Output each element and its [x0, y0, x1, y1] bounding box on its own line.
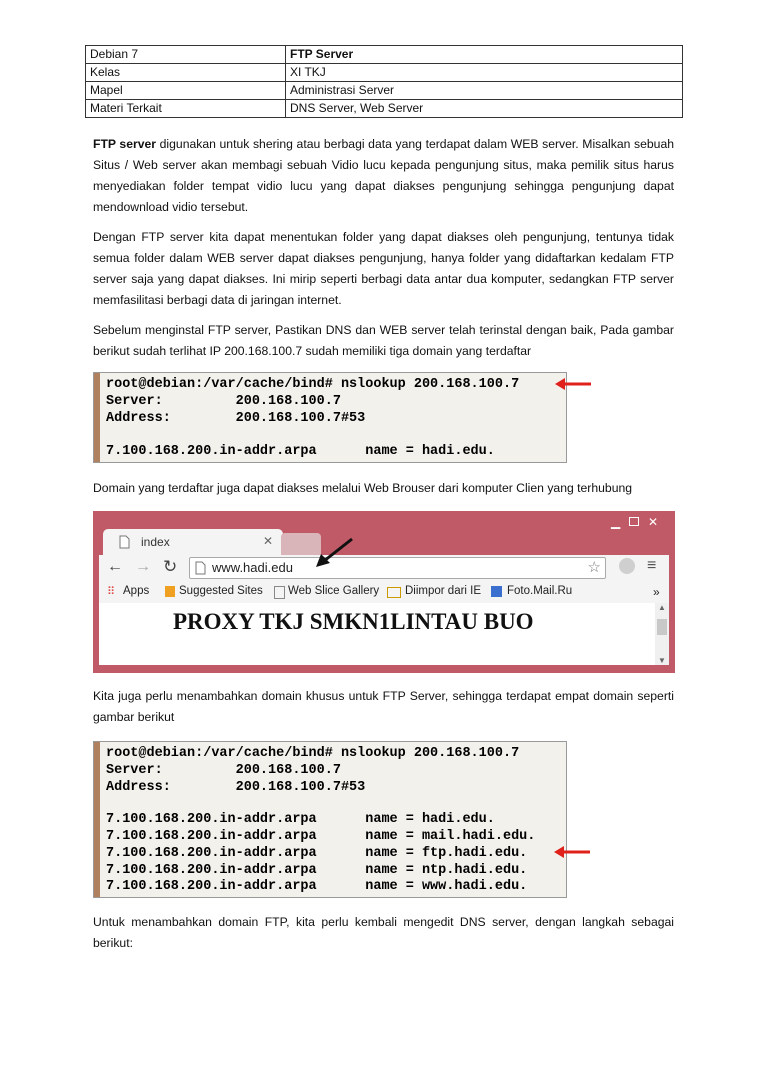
table-cell-value: Administrasi Server	[286, 82, 683, 100]
browser-tab[interactable]	[103, 529, 283, 555]
browser-page-content	[99, 603, 669, 665]
table-row	[86, 64, 683, 82]
terminal-line: 7.100.168.200.in-addr.arpa name = hadi.edu.	[106, 444, 495, 459]
terminal-line: 7.100.168.200.in-addr.arpa name = ftp.hadi.edu.	[106, 846, 528, 861]
close-window-icon[interactable]: ✕	[648, 515, 659, 529]
page-icon	[195, 561, 206, 575]
mail-icon	[491, 586, 502, 597]
table-cell-value: DNS Server, Web Server	[286, 100, 683, 118]
table-cell-label: Mapel	[86, 82, 286, 100]
browser-screenshot	[93, 511, 675, 673]
table-row	[86, 46, 683, 64]
table-cell-label: Debian 7	[86, 46, 286, 64]
back-icon[interactable]: ←	[107, 558, 123, 575]
table-cell-label: Materi Terkait	[86, 100, 286, 118]
terminal-line: root@debian:/var/cache/bind# nslookup 200.168.100.7	[106, 377, 520, 392]
star-icon[interactable]: ☆	[587, 559, 601, 576]
terminal-line: root@debian:/var/cache/bind# nslookup 200.168.100.7	[106, 746, 520, 761]
maximize-icon[interactable]	[629, 517, 639, 526]
table-cell-value: FTP Server	[286, 46, 683, 64]
terminal-line: Address: 200.168.100.7#53	[106, 411, 366, 426]
paragraph-browser-access: Domain yang terdaftar juga dapat diakses melalui Web Brouser dari komputer Clien yang terhubung	[93, 481, 633, 495]
address-bar[interactable]	[189, 557, 606, 579]
folder-icon	[387, 587, 401, 598]
terminal-border-bar	[94, 373, 100, 462]
paragraph-text: digunakan untuk shering atau berbagi data yang terdapat dalam WEB server. Misalkan sebuah Situs / Web server akan membagi sebuah Vidio lucu kepada pengunjung situs, maka pemilik situs harus menyediakan folder tempat vidio lucu yang dapat diakses pengunjung sehingga pengunjung dapat mendownload vidio tersebut.	[93, 137, 674, 214]
paragraph-add-domain: Kita juga perlu menambahkan domain khusus untuk FTP Server, sehingga terdapat empat domain seperti gambar berikut	[93, 689, 674, 724]
table-row	[86, 100, 683, 118]
bookmark-web-slice-gallery[interactable]: Web Slice Gallery	[288, 585, 380, 597]
close-tab-icon[interactable]: ✕	[262, 534, 273, 548]
term-ftp-server: FTP server	[93, 137, 157, 151]
extension-icon[interactable]	[619, 558, 635, 574]
forward-icon[interactable]: →	[135, 558, 151, 575]
bookmark-foto-mail-ru[interactable]: Foto.Mail.Ru	[507, 585, 573, 597]
page-icon	[274, 586, 285, 599]
scroll-up-icon[interactable]: ▲	[658, 603, 666, 612]
terminal-line: 7.100.168.200.in-addr.arpa name = ntp.hadi.edu.	[106, 863, 528, 878]
bookmarks-bar	[99, 581, 669, 603]
red-arrow-icon	[553, 376, 593, 392]
terminal-line: Address: 200.168.100.7#53	[106, 780, 366, 795]
address-url: www.hadi.edu	[212, 560, 293, 575]
tab-title: index	[141, 535, 170, 549]
terminal-line: Server: 200.168.100.7	[106, 763, 341, 778]
terminal-line: Server: 200.168.100.7	[106, 394, 341, 409]
scroll-down-icon[interactable]: ▼	[658, 656, 666, 665]
menu-icon[interactable]: ≡	[647, 557, 657, 574]
bookmark-apps[interactable]: Apps	[123, 585, 150, 597]
suggested-sites-icon	[165, 586, 175, 597]
terminal-screenshot-1	[93, 372, 567, 463]
table-row	[86, 82, 683, 100]
page-heading: PROXY TKJ SMKN1LINTAU BUO	[173, 609, 534, 634]
scrollbar[interactable]	[655, 603, 669, 665]
reload-icon[interactable]: ↻	[163, 557, 178, 576]
minimize-icon[interactable]: ▁	[611, 515, 621, 529]
apps-icon: ⠿	[107, 586, 116, 598]
bookmark-suggested-sites[interactable]: Suggested Sites	[179, 585, 263, 597]
paragraph-ftp-folders: Dengan FTP server kita dapat menentukan folder yang dapat diakses oleh pengunjung, tentunya tidak semua folder dalam WEB server dapat diakses pengunjung, hanya folder yang didaftarkan kedalam FTP server saja yang dapat diakses. Ini mirip seperti berbagi data antar dua komputer, sedangkan FTP server memfasilitasi berbagi data di jaringan internet.	[93, 230, 674, 307]
page-icon	[119, 535, 130, 549]
terminal-screenshot-2	[93, 741, 567, 898]
chevron-right-icon[interactable]: »	[653, 585, 660, 599]
scrollbar-thumb[interactable]	[657, 619, 667, 635]
browser-toolbar	[99, 555, 669, 581]
bookmark-diimpor-dari-ie[interactable]: Diimpor dari IE	[405, 585, 482, 597]
black-arrow-icon	[312, 536, 356, 570]
terminal-line: 7.100.168.200.in-addr.arpa name = hadi.edu.	[106, 812, 495, 827]
terminal-border-bar	[94, 742, 100, 897]
table-cell-value: XI TKJ	[286, 64, 683, 82]
paragraph-next-steps: Untuk menambahkan domain FTP, kita perlu kembali mengedit DNS server, dengan langkah sebagai berikut:	[93, 915, 674, 950]
paragraph-ftp-intro	[93, 134, 674, 218]
table-cell-label: Kelas	[86, 64, 286, 82]
paragraph-prerequisite: Sebelum menginstal FTP server, Pastikan DNS dan WEB server telah terinstal dengan baik, Pada gambar berikut sudah terlihat IP 200.168.100.7 sudah memiliki tiga domain yang terdaftar	[93, 323, 674, 358]
info-table	[85, 45, 683, 118]
terminal-line: 7.100.168.200.in-addr.arpa name = www.hadi.edu.	[106, 879, 528, 894]
red-arrow-icon	[552, 844, 592, 860]
terminal-line: 7.100.168.200.in-addr.arpa name = mail.hadi.edu.	[106, 829, 536, 844]
